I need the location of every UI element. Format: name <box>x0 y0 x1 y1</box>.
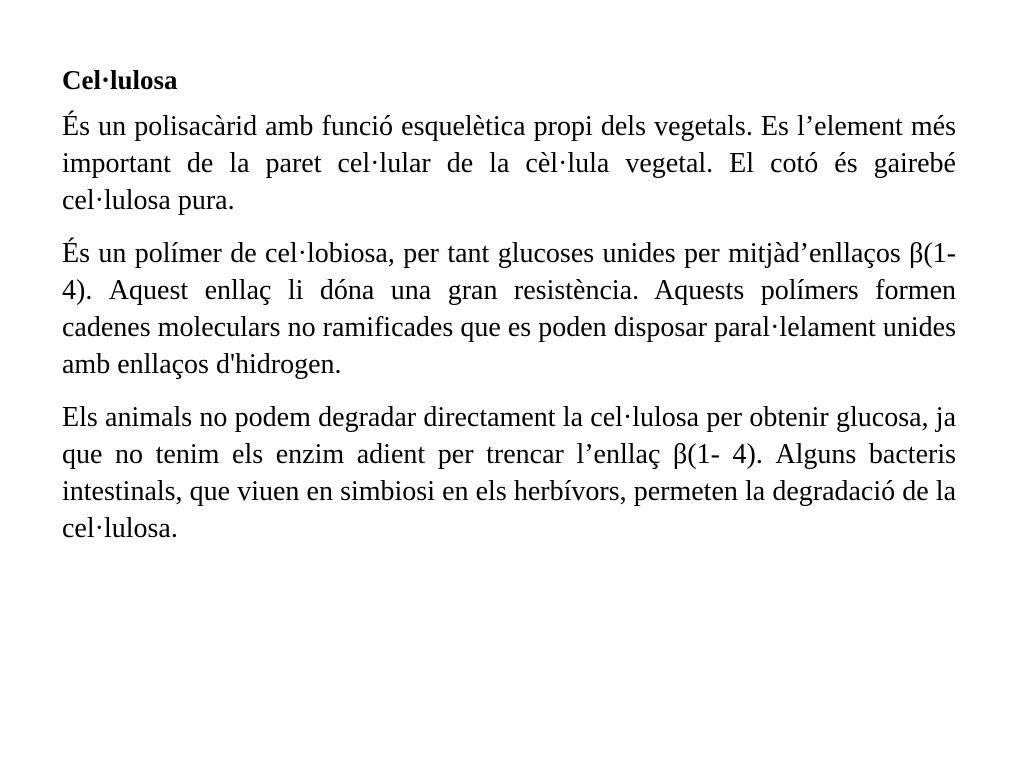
paragraph-definition: És un polisacàrid amb funció esquelètica propi dels vegetals. Es l’element més important de la paret cel·lular de la cèl·lula vegetal. El cotó és gairebé cel·lulosa pura. <box>62 111 956 216</box>
paragraph-digestion: Els animals no podem degradar directament la cel·lulosa per obtenir glucosa, ja que no tenim els enzim adient per trencar l’enllaç β(1- 4). Alguns bacteris intestinals, que viuen en simbiosi en els herbívors, permeten la degradació de la cel·lulosa. <box>62 402 956 544</box>
slide-content <box>62 58 956 563</box>
paragraph-structure: És un polímer de cel·lobiosa, per tant glucoses unides per mitjàd’enllaços β(1- 4). Aquest enllaç li dóna una gran resistència. Aquests polímers formen cadenes moleculars no ramificades que es poden disposar paral·lelament unides amb enllaços d'hidrogen. <box>62 238 956 380</box>
slide-title: Cel·lulosa <box>62 65 178 95</box>
